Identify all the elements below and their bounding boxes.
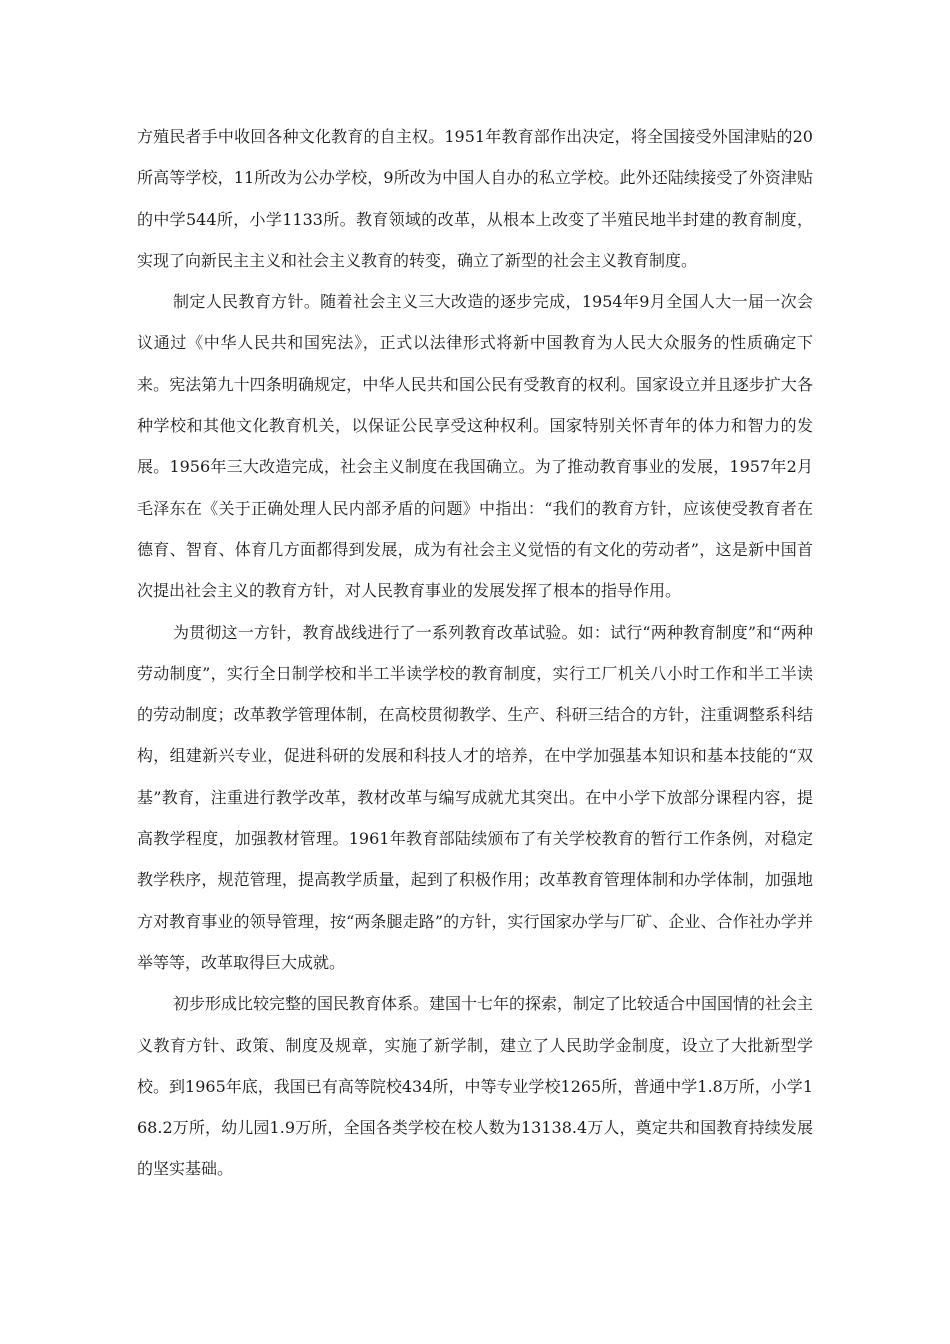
document-body bbox=[137, 116, 813, 1190]
paragraph-national-system: 初步形成比较完整的国民教育体系。建国十七年的探索，制定了比较适合中国国情的社会主义教育方针、政策、制度及规章，实施了新学制，建立了人民助学金制度，设立了大批新型学校。到1965年底，我国已有高等院校434所，中等专业学校1265所，普通中学1.8万所，小学168.2万所，幼儿园1.9万所，全国各类学校在校人数为13138.4万人，奠定共和国教育持续发展的坚实基础。 bbox=[137, 994, 814, 1179]
paragraph-education-reform: 为贯彻这一方针，教育战线进行了一系列教育改革试验。如：试行“两种教育制度”和“两种劳动制度”，实行全日制学校和半工半读学校的教育制度，实行工厂机关八小时工作和半工半读的劳动制度；改革教学管理体制，在高校贯彻教学、生产、科研三结合的方针，注重调整系科结构，组建新兴专业，促进科研的发展和科技人才的培养，在中学加强基本知识和基本技能的“双基”教育，注重进行教学改革，教材改革与编写成就尤其突出。在中小学下放部分课程内容，提高教学程度，加强教材管理。1961年教育部陆续颁布了有关学校教育的暂行工作条例，对稳定教学秩序，规范管理，提高教学质量，起到了积极作用；改革教育管理体制和办学体制，加强地方对教育事业的领导管理，按“两条腿走路”的方针，实行国家办学与厂矿、企业、合作社办学并举等等，改革取得巨大成就。 bbox=[137, 622, 813, 972]
paragraph-colonial-recovery: 方殖民者手中收回各种文化教育的自主权。1951年教育部作出决定，将全国接受外国津贴的20所高等学校，11所改为公办学校，9所改为中国人自办的私立学校。此外还陆续接受了外资津贴的中学544所，小学1133所。教育领域的改革，从根本上改变了半殖民地半封建的教育制度，实现了向新民主主义和社会主义教育的转变，确立了新型的社会主义教育制度。 bbox=[137, 127, 813, 270]
paragraph-education-policy: 制定人民教育方针。随着社会主义三大改造的逐步完成，1954年9月全国人大一届一次会议通过《中华人民共和国宪法》，正式以法律形式将新中国教育为人民大众服务的性质确定下来。宪法第九十四条明确规定，中华人民共和国公民有受教育的权利。国家设立并且逐步扩大各种学校和其他文化教育机关，以保证公民享受这种权利。国家特别关怀青年的体力和智力的发展。1956年三大改造完成，社会主义制度在我国确立。为了推动教育事业的发展，1957年2月毛泽东在《关于正确处理人民内部矛盾的问题》中指出：“我们的教育方针，应该使受教育者在德育、智育、体育几方面都得到发展，成为有社会主义觉悟的有文化的劳动者”，这是新中国首次提出社会主义的教育方针，对人民教育事业的发展发挥了根本的指导作用。 bbox=[137, 292, 813, 601]
